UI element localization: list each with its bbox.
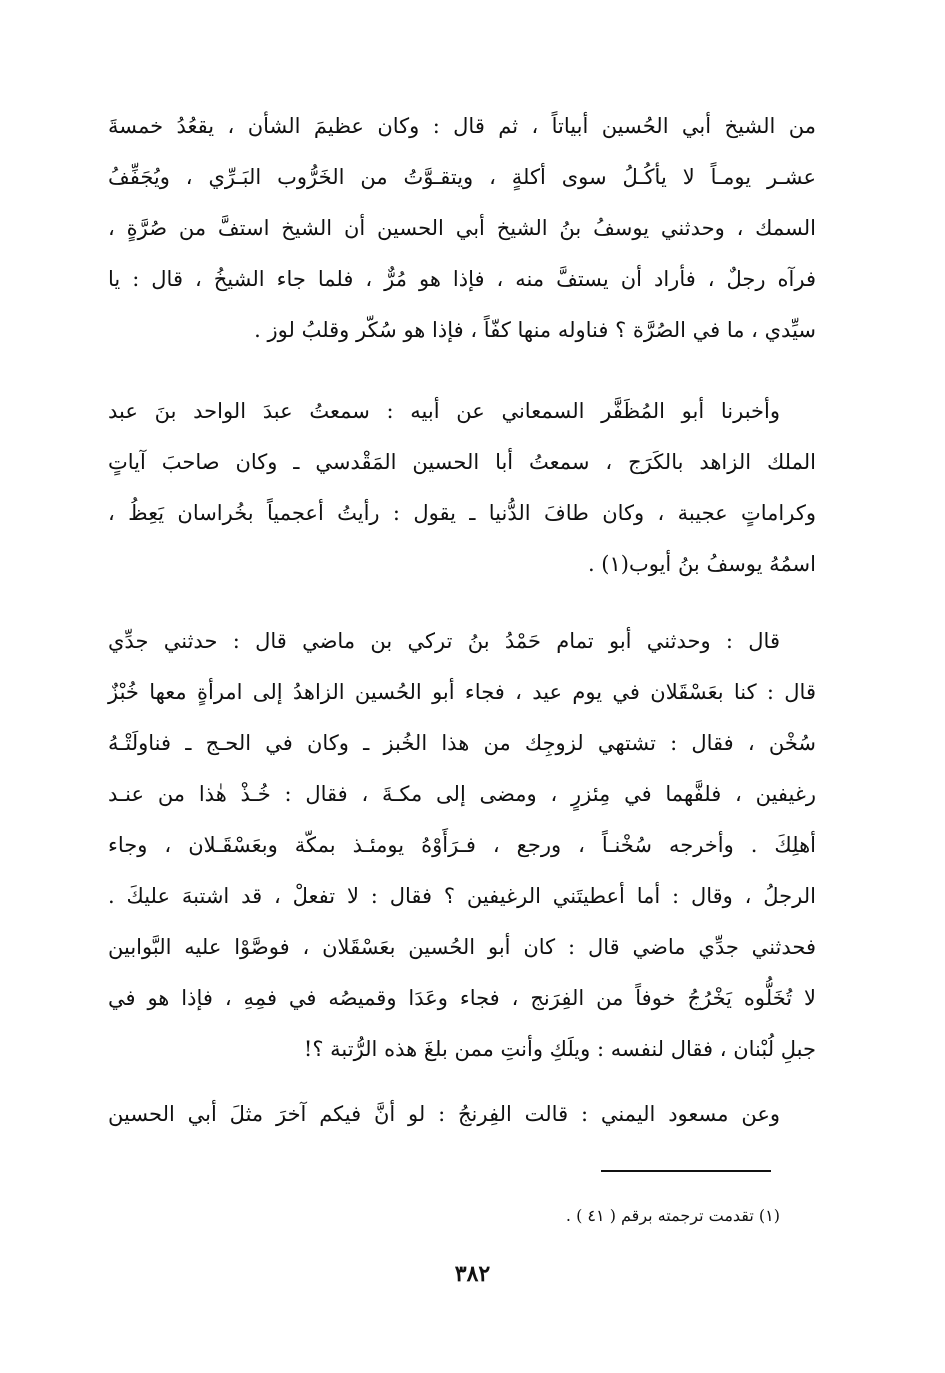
footnote: (١) تقدمت ترجمته برقم ( ٤١ ) .: [565, 1206, 780, 1225]
text-line: عشـر يومـاً لا يأكُـلُ سوى أكلةٍ ، ويتقـوَّتُ من الخَرُّوب البَـرِّي ، ويُجَفِّفُ: [108, 165, 816, 189]
text-line: لا تُخَلُّوه يَخْرُجُ خوفاً من الفِرَنج ، فجاء وعَدَا وقميصُه في فمِهِ ، فإذا هو في: [108, 986, 817, 1010]
text-line: اسمُهُ يوسفُ بنُ أيوب(١) .: [587, 552, 816, 576]
page-number: ٣٨٢: [454, 1261, 491, 1287]
text-line: قال : وحدثني أبو تمام حَمْدُ بنُ تركي بن ماضي قال : حدثني جدِّي: [108, 629, 780, 653]
text-line: قال : كنا بعَسْقَلان في يوم عيد ، فجاء أبو الحُسين الزاهدُ إلى امرأةٍ معها خُبْزٌ: [108, 680, 816, 704]
text-line: الرجلُ ، وقال : أما أعطيتَني الرغيفين ؟ فقال : لا تفعلْ ، قد اشتبهَ عليكَ .: [108, 884, 816, 908]
footnote-divider: [601, 1170, 771, 1172]
text-line: جبلِ لُبْنان ، فقال لنفسه : ويلَكِ وأنتِ ممن بلغَ هذه الرُّتبة ؟!: [303, 1037, 816, 1061]
paragraph-3: [108, 616, 816, 1075]
text-line: وعن مسعود اليمني : قالت الفِرنجُ : لو أنَّ فيكم آخرَ مثلَ أبي الحسين: [108, 1102, 780, 1126]
text-line: أهلِكَ . وأخرجه سُخْنـاً ، ورجع ، فـرَأَوْهُ يومئـذ بمكّة وبعَسْقَـلان ، وجاء: [108, 833, 816, 857]
text-line: السمك ، وحدثني يوسفُ بنُ الشيخ أبي الحسين أن الشيخ استفَّ من صُرَّةٍ ،: [108, 216, 816, 240]
paragraph-2: [108, 386, 816, 590]
paragraph-4: [108, 1089, 816, 1140]
text-line: فحدثني جدِّي ماضي قال : كان أبو الحُسين بعَسْقَلان ، فوصَّوْا عليه البَّوابين: [108, 935, 816, 959]
text-line: سيِّدي ، ما في الصُرَّة ؟ فناوله منها كفّاً ، فإذا هو سُكّر وقلبُ لوز .: [254, 318, 816, 342]
text-line: فرآه رجلٌ ، فأراد أن يستفَّ منه ، فإذا هو مُرٌّ ، فلما جاء الشيخُ ، قال : يا: [108, 267, 816, 291]
text-line: رغيفين ، فلفَّهما في مِئزرٍ ، ومضى إلى مكـةَ ، فقال : خُـذْ هٰذا من عنـد: [108, 782, 816, 806]
text-line: من الشيخ أبي الحُسين أبياتاً ، ثم قال : وكان عظيمَ الشأن ، يقعُدُ خمسةَ: [108, 114, 816, 138]
paragraph-1: [108, 101, 816, 356]
text-line: وأخبرنا أبو المُظَفَّر السمعاني عن أبيه : سمعتُ عبدَ الواحد بنَ عبد: [108, 399, 780, 423]
text-line: الملك الزاهد بالكَرَج ، سمعتُ أبا الحسين المَقْدسي ـ وكان صاحبَ آياتٍ: [108, 450, 816, 474]
text-line: سُخْن ، فقال : تشتهي لزوجِك من هذا الخُبز ـ وكان في الحـج ـ فناولَتْـهُ: [108, 731, 816, 755]
text-line: وكراماتٍ عجيبة ، وكان طافَ الدُّنيا ـ يقول : رأيتُ أعجمياً بخُراسان يَعِظُ ،: [108, 501, 816, 525]
